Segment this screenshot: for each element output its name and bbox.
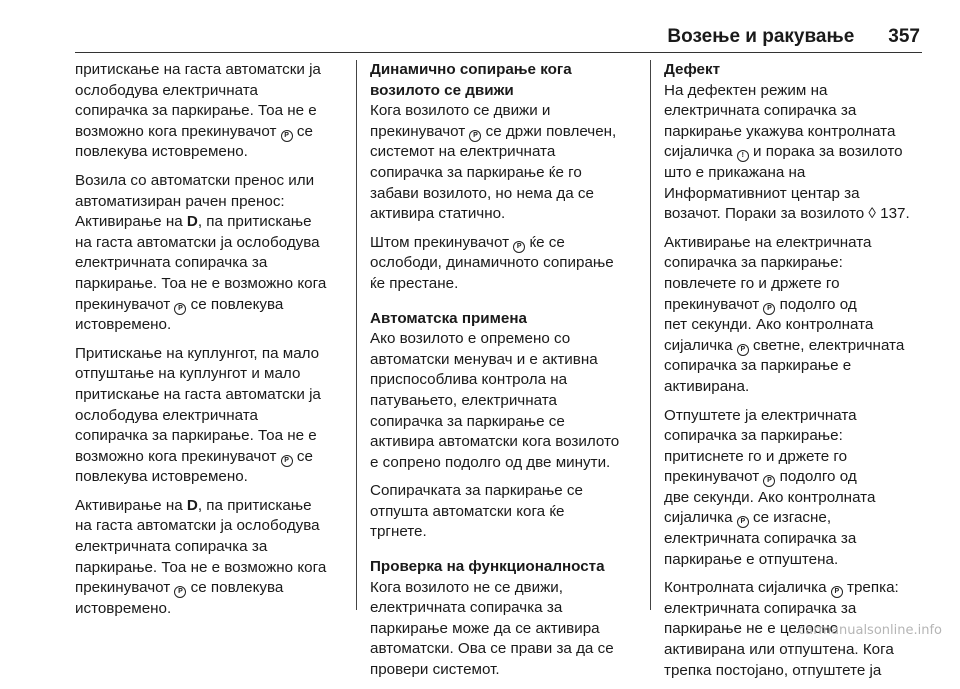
gear-d-label: D xyxy=(186,496,198,514)
paragraph xyxy=(370,481,642,543)
text-line: сопирачка за паркирање. Тоа не е xyxy=(75,102,317,120)
text-line: Штом прекинувачот P ќе се xyxy=(370,233,565,251)
text-line: Дефект xyxy=(664,61,721,78)
text-line: Проверка на функционалноста xyxy=(370,558,605,576)
text-line: прекинувачот P подолго од xyxy=(664,468,857,486)
paragraph xyxy=(664,406,936,571)
text-line: активирана. xyxy=(664,377,750,395)
text-line: паркирање укажува контролната xyxy=(664,122,896,140)
text-line: ослободи, динамичното сопирање xyxy=(370,254,614,272)
text-line: системот на електричната xyxy=(370,143,556,161)
text-line: Активирање на D, па притискање xyxy=(75,213,312,231)
text-line: истовремено. xyxy=(75,599,172,617)
paragraph xyxy=(370,329,642,473)
text-line: сопирачка за паркирање. Тоа не е xyxy=(75,427,317,445)
text-line: електричната сопирачка за xyxy=(664,102,857,120)
text-line: прекинувачот P се повлекува xyxy=(75,295,284,313)
parking-brake-icon: P xyxy=(737,516,749,528)
paragraph xyxy=(75,496,347,620)
column-right xyxy=(664,60,936,689)
parking-brake-icon: P xyxy=(737,344,749,356)
section-heading xyxy=(370,309,642,330)
text-line: приспособлива контрола на xyxy=(370,371,568,389)
text-line: Контролната сијаличка P трепка: xyxy=(664,579,899,597)
text-line: пет секунди. Ако контролната xyxy=(664,316,874,334)
section-heading xyxy=(370,557,642,578)
header-rule xyxy=(75,52,922,53)
parking-brake-icon: P xyxy=(513,241,525,253)
text-line: сопирачка за паркирање е xyxy=(664,357,852,375)
paragraph xyxy=(664,233,936,398)
text-line: провери системот. xyxy=(370,661,500,679)
gear-d-label: D xyxy=(186,213,198,231)
text-line: Отпуштете ја електричната xyxy=(664,406,857,424)
paragraph xyxy=(75,344,347,488)
text-line: Автоматска примена xyxy=(370,309,527,327)
text-line: прекинувачот P се држи повлечен, xyxy=(370,122,617,140)
text-line: е сопрено подолго од две минути. xyxy=(370,453,611,471)
text-line: на гаста автоматски ја ослободува xyxy=(75,517,320,535)
text-line: возможно кога прекинувачот P се xyxy=(75,122,313,140)
text-line: активира автоматски кога возилото xyxy=(370,433,620,451)
text-line: две секунди. Ако контролната xyxy=(664,488,876,506)
text-line: Ако возилото е опремено со xyxy=(370,330,571,348)
text-line: Информативниот центар за xyxy=(664,184,860,202)
text-line: сопирачка за паркирање: xyxy=(664,254,843,272)
text-line: електричната сопирачка за xyxy=(75,538,268,556)
text-line: сијаличка P се изгасне, xyxy=(664,509,832,527)
page-header xyxy=(667,26,920,48)
text-line: автоматизиран рачен пренос: xyxy=(75,192,285,210)
section-heading xyxy=(370,60,642,101)
watermark: carmanualsonline.info xyxy=(798,623,942,638)
column-divider xyxy=(650,60,651,610)
text-line: отпуштање на куплунгот и мало xyxy=(75,365,301,383)
text-line: паркирање. Тоа не е возможно кога xyxy=(75,274,327,292)
text-line: што е прикажана на xyxy=(664,163,806,181)
text-line: забави возилото, но нема да се xyxy=(370,184,594,202)
text-line: електричната сопирачка за xyxy=(664,530,857,548)
text-line: истовремено. xyxy=(75,316,172,334)
text-line: електричната сопирачка за xyxy=(664,599,857,617)
text-line: сопирачка за паркирање: xyxy=(664,427,843,445)
paragraph xyxy=(664,81,936,225)
text-line: паркирање не е целосно xyxy=(664,620,839,638)
text-line: возачот. Пораки за возилото ◊ 137. xyxy=(664,205,910,223)
paragraph xyxy=(75,60,347,163)
text-line: повлечете го и држете го xyxy=(664,274,840,292)
text-line: отпушта автоматски кога ќе xyxy=(370,502,565,520)
text-line: прекинувачот P подолго од xyxy=(664,295,857,313)
text-line: активирана или отпуштена. Кога xyxy=(664,641,894,659)
header-title: Возење и ракување xyxy=(667,26,855,47)
text-line: паркирање. Тоа не е возможно кога xyxy=(75,558,327,576)
parking-brake-icon: P xyxy=(174,303,186,315)
text-line: притиснете го и држете го xyxy=(664,447,848,465)
column-middle xyxy=(370,60,642,689)
paragraph xyxy=(370,101,642,225)
brake-warning-icon: ! xyxy=(737,150,749,162)
parking-brake-icon: P xyxy=(281,455,293,467)
text-line: сопирачка за паркирање ќе го xyxy=(370,163,582,181)
parking-brake-icon: P xyxy=(174,586,186,598)
text-line: Активирање на електричната xyxy=(664,233,872,251)
text-line: Сопирачката за паркирање се xyxy=(370,482,583,500)
section-heading xyxy=(664,60,936,81)
text-line: ослободува електричната xyxy=(75,406,258,424)
text-line: електричната сопирачка за xyxy=(75,254,268,272)
text-line: активира статично. xyxy=(370,205,506,223)
text-line: сијаличка ! и порака за возилото xyxy=(664,143,903,161)
paragraph xyxy=(370,233,642,295)
text-line: автоматски менувач и е активна xyxy=(370,350,598,368)
parking-brake-icon: P xyxy=(469,130,481,142)
text-line: паркирање може да се активира xyxy=(370,619,600,637)
text-line: прекинувачот P се повлекува xyxy=(75,579,284,597)
text-line: Кога возилото се движи и xyxy=(370,102,551,120)
text-line: трепка постојано, отпуштете ја xyxy=(664,661,882,679)
text-line: Активирање на D, па притискање xyxy=(75,496,312,514)
text-line: автоматски. Ова се прави за да се xyxy=(370,640,614,658)
text-line: Притискање на куплунгот, па мало xyxy=(75,344,320,362)
parking-brake-icon: P xyxy=(763,303,775,315)
text-line: електричната сопирачка за xyxy=(370,599,563,617)
text-line: притискање на гаста автоматски ја xyxy=(75,61,321,78)
text-line: сопирачка за паркирање се xyxy=(370,412,565,430)
text-line: ќе престане. xyxy=(370,274,459,292)
text-line: патувањето, електричната xyxy=(370,391,557,409)
parking-brake-icon: P xyxy=(831,586,843,598)
text-line: повлекува истовремено. xyxy=(75,143,248,161)
text-line: Возила со автоматски пренос или xyxy=(75,171,315,189)
text-line: на гаста автоматски ја ослободува xyxy=(75,233,320,251)
text-line: возилото се движи xyxy=(370,81,514,99)
paragraph xyxy=(75,171,347,336)
text-line: сијаличка P светне, електричната xyxy=(664,336,905,354)
paragraph xyxy=(370,578,642,681)
text-line: Динамично сопирање кога xyxy=(370,61,572,78)
text-line: ослободува електричната xyxy=(75,81,258,99)
text-line: тргнете. xyxy=(370,523,427,541)
page-number: 357 xyxy=(888,26,920,47)
text-line: паркирање е отпуштена. xyxy=(664,550,839,568)
text-line: возможно кога прекинувачот P се xyxy=(75,447,313,465)
parking-brake-icon: P xyxy=(281,130,293,142)
text-line: Кога возилото не се движи, xyxy=(370,578,563,596)
text-line: повлекува истовремено. xyxy=(75,468,248,486)
text-line: На дефектен режим на xyxy=(664,81,828,99)
parking-brake-icon: P xyxy=(763,475,775,487)
column-divider xyxy=(356,60,357,610)
column-left xyxy=(75,60,347,627)
text-line: притискање на гаста автоматски ја xyxy=(75,385,321,403)
